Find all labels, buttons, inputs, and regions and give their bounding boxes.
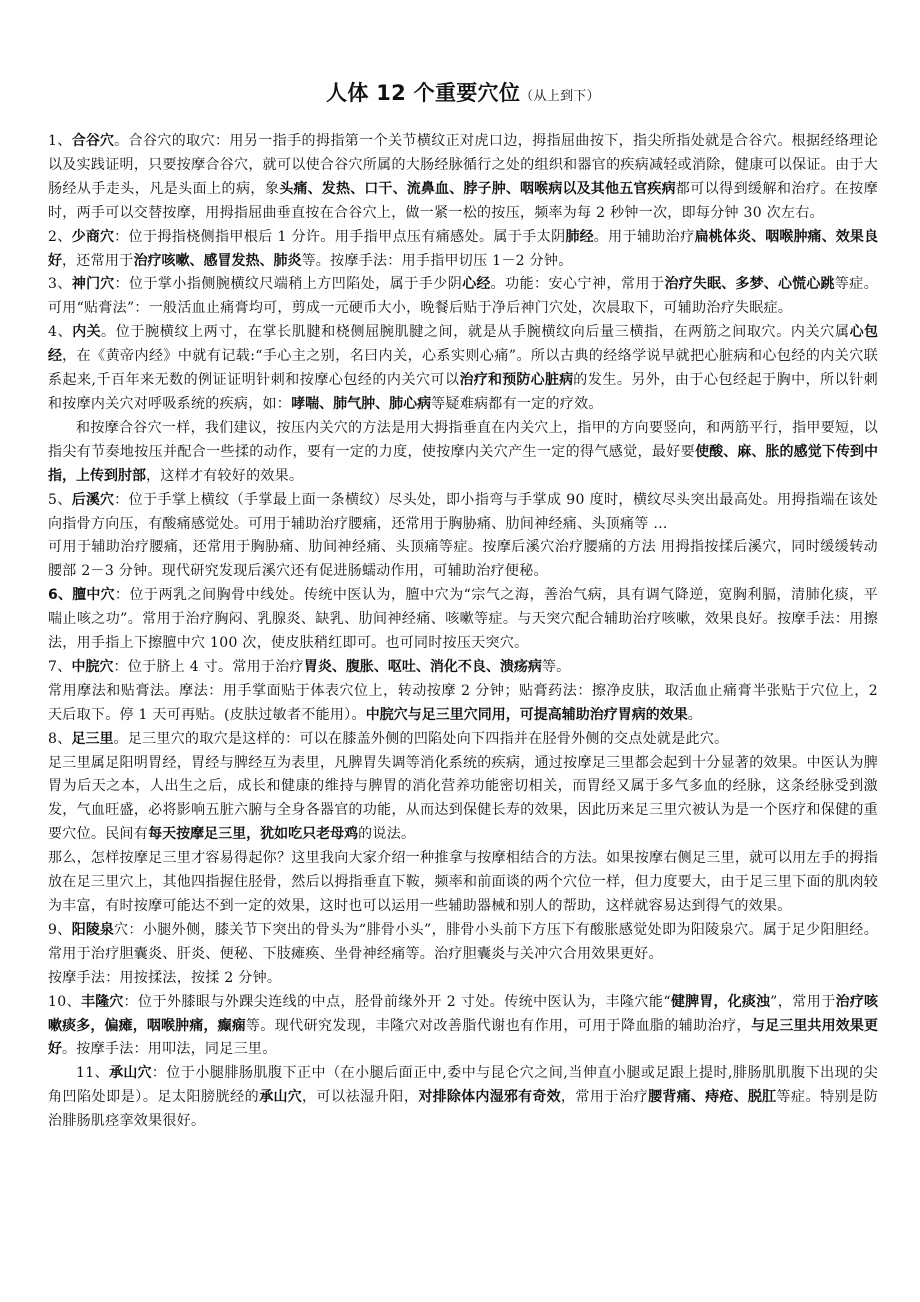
- bold-text: 合谷穴: [71, 133, 115, 149]
- body-text: 等。现代研究发现，丰隆穴对改善脂代谢也有作用，可用于降血脂的辅助治疗，: [245, 1017, 751, 1034]
- bold-text: 每天按摩足三里，犹如吃只老母鸡: [148, 826, 359, 843]
- body-text: ：位于拇指桡侧指甲根后 1 分许。用手指甲点压有痛感处。属于手太阴: [114, 228, 566, 245]
- paragraph-chengshan: [48, 1062, 878, 1134]
- paragraph-fenglong: [48, 991, 878, 1063]
- body-text: 可用于辅助治疗腰痛，还常用于胸胁痛、肋间神经痛、头顶痛等症。按摩后溪穴治疗腰痛的方法 用拇指按揉后溪穴，同时缓缓转动腰部 2－3 分钟。现代研究发现后溪穴还有促进肠蠕动作用，可辅助治疗便秘。: [48, 539, 878, 580]
- body-text: 等疑难病都有一定的疗效。: [431, 395, 603, 412]
- body-text: 。位于腕横纹上两寸，在掌长肌腱和桡侧屈腕肌腱之间，就是从手腕横纹向后量三横指，在两筋之间取穴。内关穴属: [101, 324, 850, 341]
- bold-text: 扁桃体炎、咽喉肿痛、效果良好: [48, 228, 879, 269]
- body-text: 9、: [48, 921, 72, 938]
- bold-text: 心包经: [48, 324, 879, 365]
- bold-text: 内关: [72, 324, 102, 341]
- paragraph-neiguan-method: [48, 417, 878, 489]
- paragraph-zusanli: [48, 728, 878, 752]
- paragraph-zhongwan-2: [48, 680, 878, 728]
- paragraph-houxi: [48, 489, 878, 537]
- paragraph-hegu: [48, 130, 878, 226]
- body-text: ，可以祛湿升阳，: [301, 1089, 419, 1106]
- bold-text: 治疗咳嗽痰多，偏瘫，咽喉肿痛，癫痫: [48, 993, 879, 1034]
- paragraph-zusanli-2: [48, 752, 878, 848]
- body-text: 的说法。: [358, 826, 416, 843]
- bold-text: 承山穴: [109, 1065, 152, 1082]
- body-text: ：位于脐上 4 寸。常用于治疗: [113, 658, 304, 675]
- bold-text: 丰隆穴: [81, 993, 124, 1010]
- body-text: ，常用于治疗: [560, 1089, 649, 1106]
- bold-text: 足三里: [71, 730, 114, 747]
- body-text: 等。按摩手法：用手指甲切压 1－2 分钟。: [301, 252, 573, 269]
- bold-text: 治疗和预防心脏病: [459, 372, 574, 389]
- body-text: 。按摩手法：用叩法，同足三里。: [62, 1041, 277, 1058]
- body-text: 等。: [541, 658, 571, 675]
- body-text: 5、: [48, 491, 72, 508]
- body-text: 4、: [48, 324, 73, 341]
- body-text: 都可以得到缓解和治疗。在按摩时，两手可以交替按摩，用拇指屈曲垂直按在合谷穴上，做一紧一松的按压，频率为每 2 秒钟一次，即每分钟 30 次左右。: [48, 180, 878, 221]
- body-text: ，还常用于: [62, 252, 134, 269]
- body-text: 8、: [48, 730, 72, 747]
- bold-text: 哮喘、肺气肿、肺心病: [291, 395, 432, 412]
- body-text: ，这样才有较好的效果。: [146, 467, 304, 484]
- paragraph-yanglingquan: [48, 919, 878, 967]
- body-text: 等症。可用“贴膏法”：一般活血止痛膏均可，剪成一元硬币大小，晚餐后贴于净后神门穴处，次晨取下，可辅助治疗失眠症。: [48, 276, 879, 317]
- body-text: 2、: [48, 228, 72, 245]
- body-text: ：位于手掌上横纹（手掌最上面一条横纹）尽头处，即小指弯与手掌成 90 度时，横纹尽头突出最高处。用拇指端在该处向指骨方向压，有酸痛感觉处。可用于辅助治疗腰痛，还常用于胸胁痛、肋间神经痛、头顶痛等 ...: [48, 491, 878, 532]
- body-text: 10、: [48, 993, 82, 1010]
- paragraph-neiguan: [48, 321, 878, 417]
- bold-text: 健脾胃，化痰浊: [670, 993, 771, 1010]
- body-text: 。合谷穴的取穴：用另一指手的拇指第一个关节横纹正对虎口边，拇指屈曲按下，指尖所指处就是合谷穴。根据经络理论以及实践证明，只要按摩合谷穴，就可以使合谷穴所属的大肠经脉循行之处的组织和器官的疾病减轻或消除，健康可以保证。由于大肠经从手走头，凡是头面上的病，象: [48, 133, 879, 197]
- bold-text: 承山穴: [259, 1089, 302, 1106]
- body-text: 3、: [48, 276, 72, 293]
- bold-text: 使酸、麻、胀的感觉下传到中指，上传到肘部: [48, 443, 879, 484]
- body-text: ：位于小腿腓肠肌腹下正中（在小腿后面正中,委中与昆仑穴之间,当伸直小腿或足跟上提时,腓肠肌肌腹下出现的尖角凹陷处即是）。足太阳膀胱经的: [48, 1065, 879, 1106]
- body-text: 足三里属足阳明胃经，胃经与脾经互为表里，凡脾胃失调等消化系统的疾病，通过按摩足三里都会起到十分显著的效果。中医认为脾胃为后天之本，人出生之后，成长和健康的维持与脾胃的消化营养功能密切相关，而胃经又属于多气多血的经脉，这条经脉受到激发，气血旺盛，必将影响五脏六腑与全身各器官的功能，从而达到保健长寿的效果，因此历来足三里穴被认为是一个医疗和保健的重要穴位。民间有: [48, 754, 878, 843]
- bold-text: 治疗咳嗽、感冒发热、肺炎: [133, 252, 302, 269]
- body-text: 。足三里穴的取穴是这样的：可以在膝盖外侧的凹陷处向下四指并在胫骨外侧的交点处就是此穴。: [113, 730, 729, 747]
- body-text: 常用摩法和贴膏法。摩法：用手掌面贴于体表穴位上，转动按摩 2 分钟；贴膏药法：擦净皮肤，取活血止痛膏半张贴于穴位上，2 天后取下。停 1 天可再贴。(皮肤过敏者不能用）。: [48, 682, 878, 723]
- body-text: 11、: [76, 1065, 110, 1082]
- title-subtitle: （从上到下）: [520, 89, 600, 104]
- paragraph-shaoshang: [48, 226, 878, 274]
- body-text: 按摩手法：用按揉法，按揉 2 分钟。: [48, 969, 282, 986]
- bold-text: 心经: [462, 276, 491, 293]
- bold-text: 中脘穴: [71, 658, 114, 675]
- bold-text: 与足三里共用效果更好: [48, 1017, 879, 1058]
- bold-text: 头痛、发热、口干、流鼻血、脖子肿、咽喉病以及其他五官疾病: [279, 180, 676, 197]
- paragraph-zusanli-3: [48, 847, 878, 919]
- bold-text: 少商穴: [71, 228, 115, 245]
- body-text: 等症。特别是防治腓肠肌痉挛效果很好。: [48, 1089, 879, 1130]
- body-text: ：位于两乳之间胸骨中线处。传统中医认为，膻中穴为“宗气之海，善治气病，具有调气降逆，宽胸利膈，清肺化痰，平喘止咳之功”。常用于治疗胸闷、乳腺炎、缺乳、肋间神经痛、咳嗽等症。与天突穴配合辅助治疗咳嗽，效果良好。按摩手法：用擦法，用手指上下擦膻中穴 100 次，使皮肤稍红即可。也可同时按压天突穴。: [48, 587, 878, 652]
- body-text: 。: [687, 706, 703, 723]
- body-text: 。用于辅助治疗: [593, 228, 695, 245]
- page-title: [48, 78, 878, 108]
- paragraph-houxi-2: [48, 536, 878, 584]
- body-text: 和按摩合谷穴一样，我们建议，按压内关穴的方法是用大拇指垂直在内关穴上，指甲的方向要竖向，和两筋平行，指甲要短，以指尖有节奏地按压并配合一些揉的动作，要有一定的力度，使按摩内关穴产生一定的得气感觉，最好要: [48, 419, 878, 460]
- body-text: ：位于掌小指侧腕横纹尺端稍上方凹陷处，属于手少阴: [114, 276, 463, 293]
- bold-text: 肺经: [565, 228, 594, 245]
- bold-text: 对排除体内湿邪有奇效: [418, 1089, 561, 1106]
- bold-text: 胃炎、腹胀、呕吐、消化不良、溃疡病: [303, 658, 542, 675]
- paragraph-yanglingquan-2: [48, 967, 878, 991]
- document-body: [48, 130, 878, 1134]
- body-text: 。功能：安心宁神，常用于: [490, 276, 665, 293]
- title-main: 人体 12 个重要穴位: [326, 81, 521, 105]
- paragraph-zhongwan: [48, 656, 878, 680]
- bold-text: 6、膻中穴: [48, 587, 115, 604]
- body-text: 7、: [48, 658, 72, 675]
- bold-text: 神门穴: [71, 276, 115, 293]
- bold-text: 阳陵泉: [71, 921, 115, 938]
- paragraph-danzhong: [48, 584, 878, 656]
- body-text: 的发生。另外，由于心包经起于胸中，所以针刺和按摩内关穴对呼吸系统的疾病，如：: [48, 372, 878, 412]
- bold-text: 腰背痛、痔疮、脱肛: [648, 1089, 777, 1106]
- bold-text: 中脘穴与足三里穴同用，可提高辅助治疗胃病的效果: [365, 706, 688, 723]
- body-text: ”，常用于: [770, 993, 836, 1010]
- bold-text: 治疗失眠、多梦、心慌心跳: [664, 276, 835, 293]
- body-text: 那么，怎样按摩足三里才容易得起你？这里我向大家介绍一种推拿与按摩相结合的方法。如果按摩右侧足三里，就可以用左手的拇指放在足三里穴上，其他四指握住胫骨，然后以拇指垂直下鞍，频率和前面谈的两个穴位一样，但力度要大，由于足三里下面的肌肉较为丰富，有时按摩可能达不到一定的效果，这时也可以运用一些辅助器械和别人的帮助，这样就容易达到得气的效果。: [48, 850, 878, 914]
- body-text: 1、: [48, 133, 72, 149]
- body-text: ：位于外膝眼与外踝尖连线的中点，胫骨前缘外开 2 寸处。传统中医认为，丰隆穴能“: [123, 993, 671, 1010]
- paragraph-shenmen: [48, 273, 878, 321]
- body-text: 穴：小腿外侧，膝关节下突出的骨头为“腓骨小头”，腓骨小头前下方压下有酸胀感觉处即为阳陵泉穴。属于足少阳胆经。常用于治疗胆囊炎、肝炎、便秘、下肢瘫痪、坐骨神经痛等。治疗胆囊炎与关冲穴合用效果更好。: [48, 921, 878, 962]
- body-text: ，在《黄帝内经》中就有记载:“手心主之别，名曰内关，心系实则心痛”。所以古典的经络学说早就把心脏病和心包经的内关穴联系起来,千百年来无数的例证证明针刺和按摩心包经的内关穴可以: [48, 348, 878, 389]
- bold-text: 后溪穴: [71, 491, 115, 508]
